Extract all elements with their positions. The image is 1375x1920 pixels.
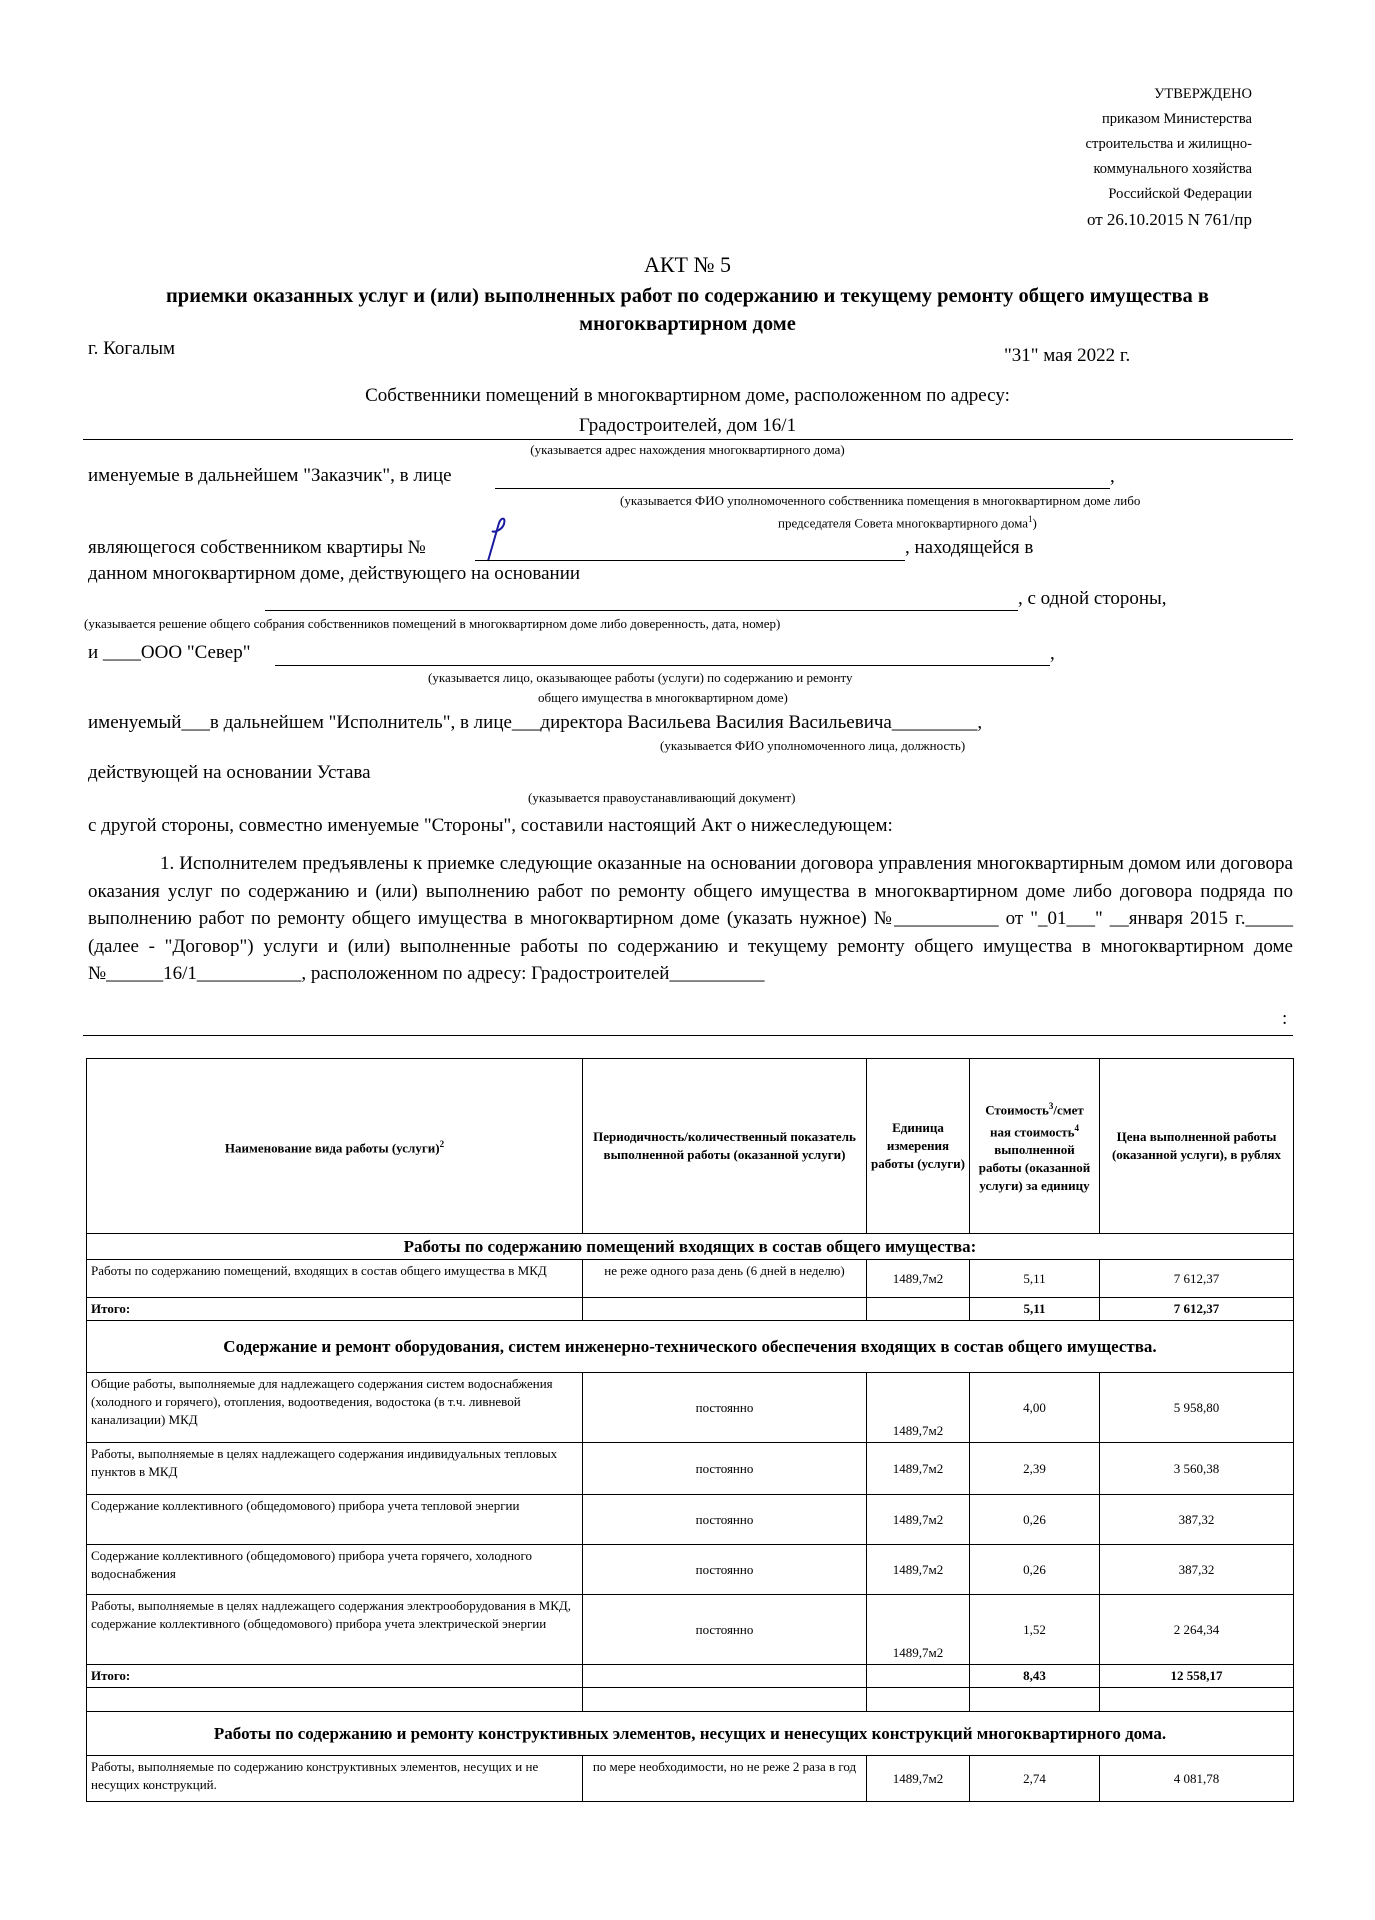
header-unit: Единица измерения работы (услуги) (867, 1059, 970, 1234)
row-unit: 1489,7м2 (867, 1495, 970, 1545)
table-row (87, 1495, 1294, 1545)
one-side: , с одной стороны, (1018, 588, 1167, 609)
executor-line: именуемый___в дальнейшем "Исполнитель", в лице___директора Васильева Василия Васильевича_________, (88, 712, 983, 733)
customer-note: председателя Совета многоквартирного дома$^1$) (778, 514, 1037, 531)
contractor-line: и ____ООО "Север" (88, 642, 251, 663)
section-title: Работы по содержанию помещений входящих в состав общего имущества: (87, 1234, 1294, 1260)
row-name: Содержание коллективного (общедомового) прибора учета тепловой энергии (87, 1495, 583, 1545)
approval-line: приказом Министерства (1102, 111, 1252, 127)
owner-prefix: являющегося собственником квартиры № (88, 537, 426, 558)
row-cost: 4,00 (970, 1373, 1100, 1443)
empty-cell (583, 1665, 867, 1688)
section-title: Работы по содержанию и ремонту конструктивных элементов, несущих и ненесущих конструкций многоквартирного дома. (87, 1712, 1294, 1756)
row-name: Общие работы, выполняемые для надлежащего содержания систем водоснабжения (холодного и горячего), отопления, водоотведения, водостока (в т.ч. ливневой канализации) МКД (87, 1373, 583, 1443)
total-cost: 5,11 (970, 1298, 1100, 1321)
table-row (87, 1595, 1294, 1665)
total-row (87, 1665, 1294, 1688)
paragraph-underline (83, 1035, 1293, 1036)
row-price: 4 081,78 (1100, 1756, 1294, 1802)
basis-note: (указывается решение общего собрания собственников помещений в многоквартирном доме либо доверенность, дата, номер) (84, 616, 781, 631)
other-side: с другой стороны, совместно именуемые "Стороны", составили настоящий Акт о нижеследующем: (88, 815, 893, 836)
empty-row (87, 1688, 1294, 1712)
charter-note: (указывается правоустанавливающий документ) (528, 790, 796, 805)
total-label: Итого: (87, 1665, 583, 1688)
address-note: (указывается адрес нахождения многоквартирного дома) (530, 442, 845, 457)
approval-line: Российской Федерации (1108, 186, 1252, 202)
act-date: "31" мая 2022 г. (1004, 345, 1131, 366)
services-table (86, 1058, 1294, 1802)
table-row (87, 1545, 1294, 1595)
table-row (87, 1373, 1294, 1443)
header-price: Цена выполненной работы (оказанной услуги), в рублях (1100, 1059, 1294, 1234)
table-row (87, 1260, 1294, 1298)
row-cost: 0,26 (970, 1545, 1100, 1595)
row-cost: 1,52 (970, 1595, 1100, 1665)
row-unit: 1489,7м2 (867, 1260, 970, 1298)
row-price: 7 612,37 (1100, 1260, 1294, 1298)
empty-cell (867, 1298, 970, 1321)
table-row (87, 1443, 1294, 1495)
row-name: Работы, выполняемые по содержанию конструктивных элементов, несущих и не несущих конструкций. (87, 1756, 583, 1802)
approval-order: от 26.10.2015 N 761/пр (1086, 210, 1252, 229)
act-subtitle: приемки оказанных услуг и (или) выполненных работ по содержанию и текущему ремонту общего имущества в многоквартирном доме (166, 285, 1209, 335)
section-header (87, 1712, 1294, 1756)
row-cost: 5,11 (970, 1260, 1100, 1298)
act-title: АКТ № 5 (644, 252, 731, 277)
contractor-note: (указывается лицо, оказывающее работы (услуги) по содержанию и ремонту (428, 670, 853, 685)
address-value: Градостроителей, дом 16/1 (578, 415, 797, 436)
section-title: Содержание и ремонт оборудования, систем инженерно-технического обеспечения входящих в состав общего имущества. (87, 1321, 1294, 1373)
table-row (87, 1756, 1294, 1802)
row-period: не реже одного раза день (6 дней в неделю) (583, 1260, 867, 1298)
row-name: Содержание коллективного (общедомового) прибора учета горячего, холодного водоснабжения (87, 1545, 583, 1595)
contractor-underline (275, 665, 1050, 666)
row-cost: 2,39 (970, 1443, 1100, 1495)
row-period: постоянно (583, 1545, 867, 1595)
row-name: Работы, выполняемые в целях надлежащего содержания индивидуальных тепловых пунктов в МКД (87, 1443, 583, 1495)
row-price: 5 958,80 (1100, 1373, 1294, 1443)
owner-suffix: , находящейся в (905, 537, 1034, 558)
customer-underline (495, 488, 1110, 489)
total-row (87, 1298, 1294, 1321)
approval-title: УТВЕРЖДЕНО (1154, 86, 1252, 102)
total-cost: 8,43 (970, 1665, 1100, 1688)
row-name: Работы по содержанию помещений, входящих в состав общего имущества в МКД (87, 1260, 583, 1298)
handwritten-number (482, 515, 510, 563)
row-unit: 1489,7м2 (867, 1373, 970, 1443)
row-period: постоянно (583, 1595, 867, 1665)
comma: , (1050, 643, 1055, 664)
header-name: Наименование вида работы (услуги)$^2$ (87, 1059, 583, 1234)
row-cost: 0,26 (970, 1495, 1100, 1545)
row-period: постоянно (583, 1495, 867, 1545)
section-header (87, 1234, 1294, 1260)
total-price: 12 558,17 (1100, 1665, 1294, 1688)
row-period: постоянно (583, 1443, 867, 1495)
row-price: 2 264,34 (1100, 1595, 1294, 1665)
row-period: по мере необходимости, но не реже 2 раза в год (583, 1756, 867, 1802)
comma: , (1110, 466, 1115, 487)
row-unit: 1489,7м2 (867, 1756, 970, 1802)
approval-line: коммунального хозяйства (1093, 161, 1252, 177)
customer-note: (указывается ФИО уполномоченного собственника помещения в многоквартирном доме либо (620, 493, 1141, 508)
contractor-note: общего имущества в многоквартирном доме) (538, 690, 788, 705)
customer-prefix: именуемые в дальнейшем "Заказчик", в лице (88, 465, 452, 486)
row-price: 387,32 (1100, 1495, 1294, 1545)
row-cost: 2,74 (970, 1756, 1100, 1802)
row-price: 3 560,38 (1100, 1443, 1294, 1495)
owner-underline (475, 560, 905, 561)
empty-cell (867, 1665, 970, 1688)
address-underline (83, 439, 1293, 440)
row-unit: 1489,7м2 (867, 1443, 970, 1495)
approval-line: строительства и жилищно- (1085, 136, 1252, 152)
charter-line: действующей на основании Устава (88, 762, 371, 783)
owners-line: Собственники помещений в многоквартирном доме, расположенном по адресу: (365, 385, 1010, 406)
header-cost: Стоимость$^3$/смет ная стоимость$^4$ выполненной работы (оказанной услуги) за единицу (970, 1059, 1100, 1234)
basis-line: данном многоквартирном доме, действующего на основании (88, 563, 581, 584)
row-price: 387,32 (1100, 1545, 1294, 1595)
act-city: г. Когалым (88, 338, 176, 359)
table-header (87, 1059, 1294, 1234)
row-unit: 1489,7м2 (867, 1545, 970, 1595)
total-price: 7 612,37 (1100, 1298, 1294, 1321)
row-period: постоянно (583, 1373, 867, 1443)
basis-underline (265, 610, 1018, 611)
colon: : (1282, 1008, 1288, 1029)
row-name: Работы, выполняемые в целях надлежащего содержания электрооборудования в МКД, содержание коллективного (общедомового) прибора учета электрической энергии (87, 1595, 583, 1665)
paragraph-1-text: 1. Исполнителем предъявлены к приемке следующие оказанные на основании договора управления многоквартирным домом или договора оказания услуг по содержанию и (или) выполнению работ по ремонту общего имущества в многоквартирном доме либо договора подряда по выполнению работ по ремонту общего имущества в многоквартирном доме (указать нужное) №___________ от "_01___" __января 2015 г._____ (далее - "Договор") услуги и (или) выполненные работы по содержанию и текущему ремонту общего имущества в многоквартирном доме №______16/1___________, расположенном по адресу: Градостроителей__________ (88, 853, 1293, 984)
total-label: Итого: (87, 1298, 583, 1321)
executor-note: (указывается ФИО уполномоченного лица, должность) (660, 738, 966, 753)
header-period: Периодичность/количественный показатель выполненной работы (оказанной услуги) (583, 1059, 867, 1234)
paragraph-1 (88, 850, 1293, 988)
empty-cell (583, 1298, 867, 1321)
approval-block (1086, 82, 1252, 232)
row-unit: 1489,7м2 (867, 1595, 970, 1665)
section-header (87, 1321, 1294, 1373)
